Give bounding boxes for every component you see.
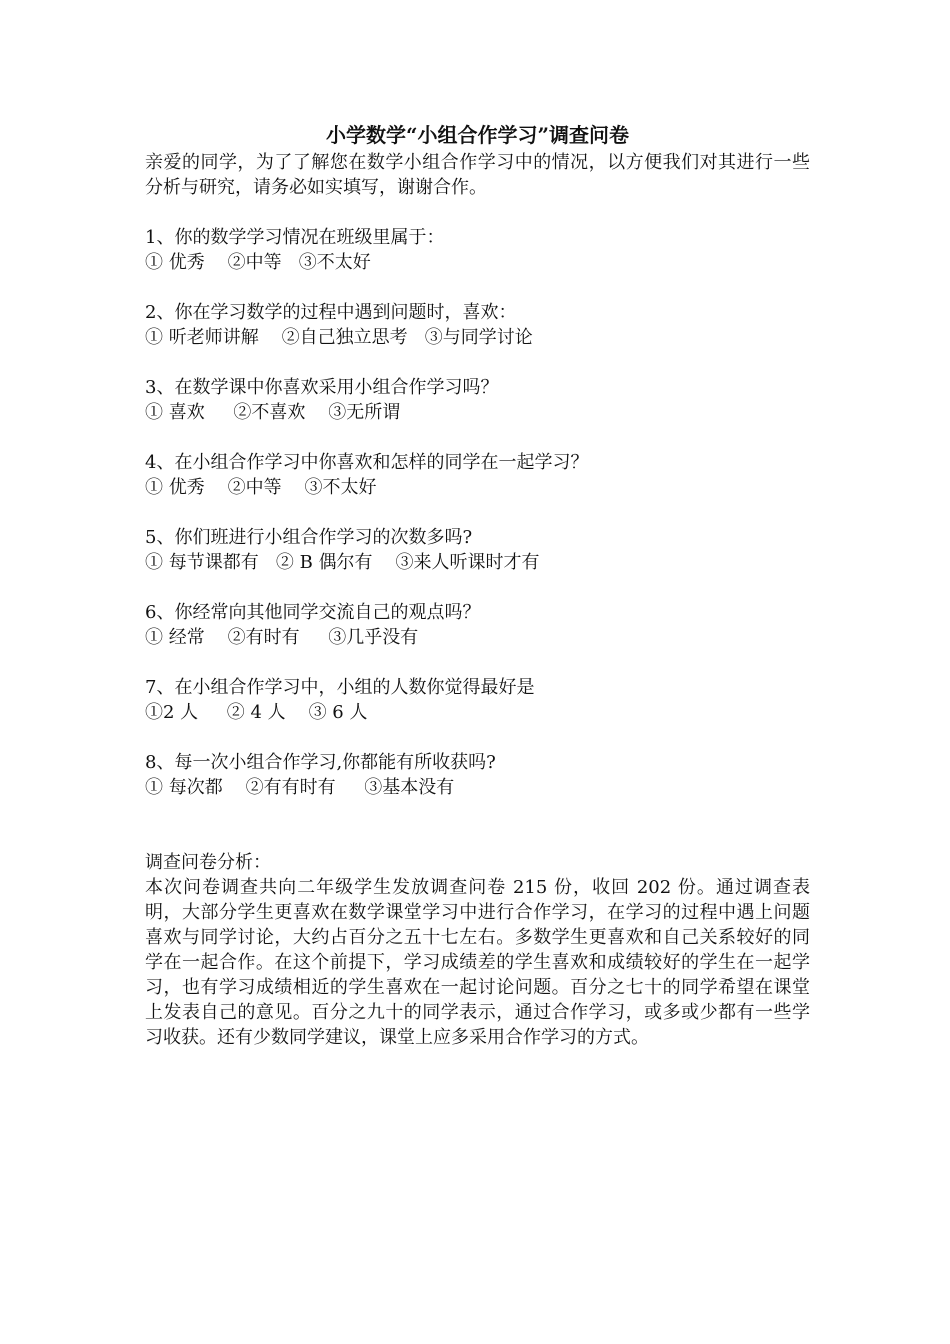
question-list	[145, 225, 810, 800]
question-text: 4、在小组合作学习中你喜欢和怎样的同学在一起学习？	[145, 452, 589, 473]
question-text: 8、每一次小组合作学习,你都能有所收获吗?	[145, 752, 496, 773]
question-6	[145, 600, 810, 650]
document-page	[145, 120, 810, 1050]
question-options: ① 经常 ②有时有 ③几乎没有	[145, 627, 419, 648]
analysis-section	[145, 850, 810, 1050]
analysis-heading: 调查问卷分析：	[145, 852, 271, 873]
question-options: ① 优秀 ②中等 ③不太好	[145, 252, 371, 273]
question-options: ① 每次都 ②有有时有 ③基本没有	[145, 777, 455, 798]
document-title: 小学数学“小组合作学习”调查问卷	[325, 123, 629, 147]
question-options: ① 听老师讲解 ②自己独立思考 ③与同学讨论	[145, 327, 533, 348]
question-7	[145, 675, 810, 725]
question-4	[145, 450, 810, 500]
analysis-paragraph: 本次问卷调查共向二年级学生发放调查问卷 215 份，收回 202 份。通过调查表明，大部分学生更喜欢在数学课堂学习中进行合作学习，在学习的过程中遇上问题喜欢与同学讨论，大约占百分之五十七左右。多数学生更喜欢和自己关系较好的同学在一起合作。在这个前提下，学习成绩差的学生喜欢和成绩较好的学生在一起学习，也有学习成绩相近的学生喜欢在一起讨论问题。百分之七十的同学希望在课堂上发表自己的意见。百分之九十的同学表示，通过合作学习，或多或少都有一些学习收获。还有少数同学建议，课堂上应多采用合作学习的方式。	[145, 877, 810, 1048]
question-text: 5、你们班进行小组合作学习的次数多吗?	[145, 527, 473, 548]
question-options: ①2 人 ② 4 人 ③ 6 人	[145, 702, 368, 723]
intro-paragraph: 亲爱的同学，为了了解您在数学小组合作学习中的情况，以方便我们对其进行一些分析与研究，请务必如实填写，谢谢合作。	[145, 152, 810, 198]
question-options: ① 每节课都有 ② B 偶尔有 ③来人听课时才有	[145, 552, 540, 573]
question-options: ① 优秀 ②中等 ③不太好	[145, 477, 377, 498]
question-1	[145, 225, 810, 275]
question-text: 2、你在学习数学的过程中遇到问题时，喜欢：	[145, 302, 517, 323]
question-text: 1、你的数学学习情况在班级里属于：	[145, 227, 445, 248]
question-8	[145, 750, 810, 800]
question-3	[145, 375, 810, 425]
question-text: 7、在小组合作学习中，小组的人数你觉得最好是	[145, 677, 535, 698]
question-text: 6、你经常向其他同学交流自己的观点吗？	[145, 602, 481, 623]
question-text: 3、在数学课中你喜欢采用小组合作学习吗？	[145, 377, 499, 398]
question-5	[145, 525, 810, 575]
question-options: ① 喜欢 ②不喜欢 ③无所谓	[145, 402, 401, 423]
question-2	[145, 300, 810, 350]
